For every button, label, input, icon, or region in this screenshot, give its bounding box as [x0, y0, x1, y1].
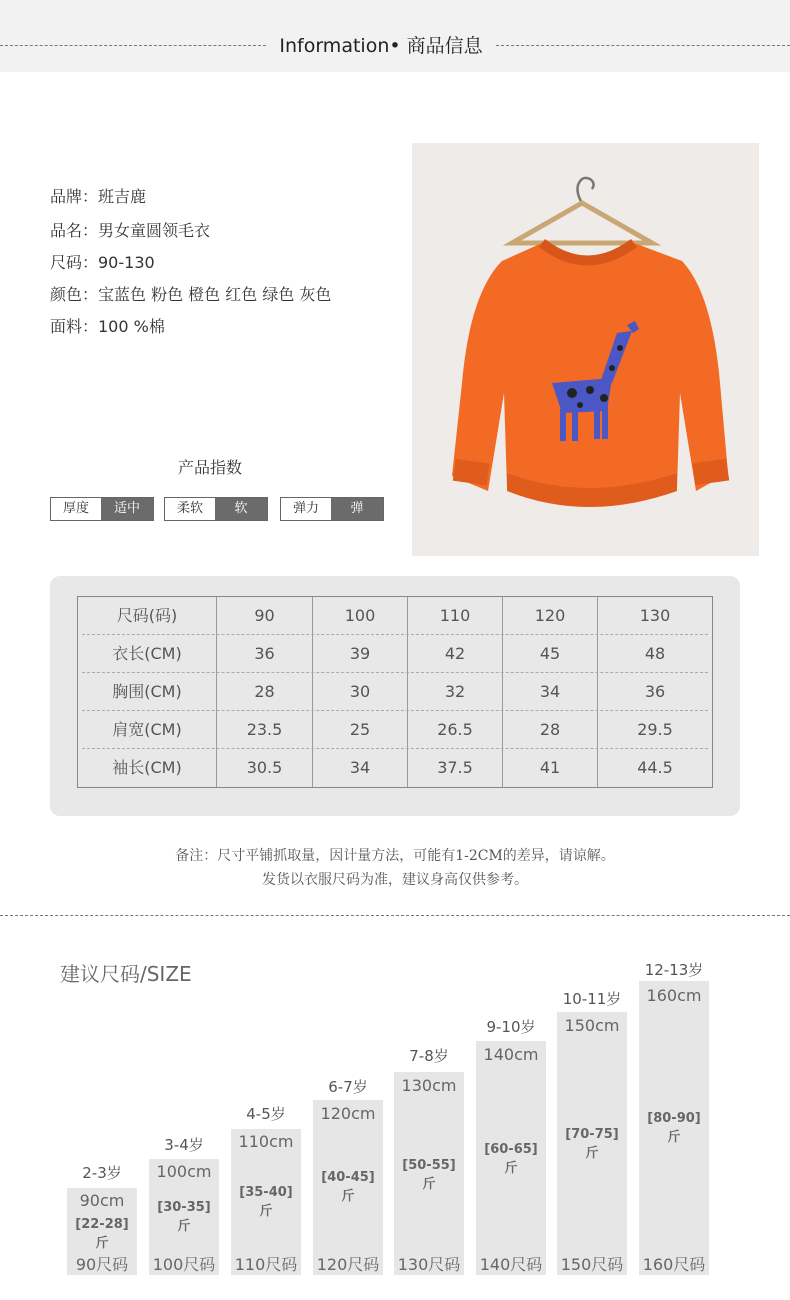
size-age: 10-11岁 [562, 990, 622, 1008]
weight-unit: 斤 [259, 1204, 273, 1219]
size-height: 150cm [564, 1016, 620, 1035]
table-cell: 34 [502, 673, 597, 711]
table-cell: 36 [597, 673, 712, 711]
info-size-range: 尺码：90-130 [50, 253, 155, 272]
size-weight [394, 1156, 464, 1194]
index-softness [164, 497, 268, 521]
weight-range: [60-65] [484, 1142, 538, 1157]
size-label: 140尺码 [479, 1255, 543, 1274]
table-cell: 110 [407, 597, 502, 635]
weight-range: [40-45] [321, 1170, 375, 1185]
size-label: 110尺码 [234, 1255, 298, 1274]
table-cell: 30 [312, 673, 407, 711]
header-rule-right [496, 45, 790, 46]
weight-range: [70-75] [565, 1127, 619, 1142]
table-cell: 34 [312, 749, 407, 787]
index-label: 弹力 [281, 498, 331, 520]
table-cell: 尺码(码) [116, 606, 178, 625]
weight-unit: 斤 [422, 1177, 436, 1192]
size-age: 2-3岁 [82, 1164, 122, 1182]
table-cell: 28 [216, 673, 312, 711]
size-age: 7-8岁 [409, 1047, 449, 1065]
table-row [78, 635, 712, 673]
info-product-name: 品名：男女童圆领毛衣 [50, 221, 211, 240]
size-weight [231, 1183, 301, 1221]
weight-unit: 斤 [667, 1130, 681, 1145]
index-elasticity [280, 497, 384, 521]
table-cell: 28 [502, 711, 597, 749]
weight-range: [50-55] [402, 1158, 456, 1173]
weight-unit: 斤 [585, 1146, 599, 1161]
index-thickness [50, 497, 154, 521]
size-weight [639, 1109, 709, 1147]
table-cell: 30.5 [216, 749, 312, 787]
weight-unit: 斤 [341, 1189, 355, 1204]
note-line-2: 发货以衣服尺码为准，建议身高仅供参考。 [262, 872, 528, 888]
table-cell: 37.5 [407, 749, 502, 787]
table-row [78, 749, 712, 787]
table-row [78, 597, 712, 635]
size-height: 110cm [238, 1132, 294, 1151]
product-index-title: 产品指数 [178, 458, 243, 477]
table-cell: 90 [216, 597, 312, 635]
table-cell: 29.5 [597, 711, 712, 749]
info-colors: 颜色：宝蓝色 粉色 橙色 红色 绿色 灰色 [50, 285, 332, 304]
size-weight [149, 1198, 219, 1236]
size-label: 100尺码 [152, 1255, 216, 1274]
size-weight [476, 1140, 546, 1178]
section-divider [0, 915, 790, 916]
weight-range: [30-35] [157, 1200, 211, 1215]
table-cell: 120 [502, 597, 597, 635]
size-label: 150尺码 [560, 1255, 624, 1274]
table-cell: 41 [502, 749, 597, 787]
size-weight [67, 1215, 137, 1253]
size-label: 130尺码 [397, 1255, 461, 1274]
table-cell: 45 [502, 635, 597, 673]
size-age: 4-5岁 [246, 1105, 286, 1123]
size-height: 160cm [646, 986, 702, 1005]
weight-range: [22-28] [75, 1217, 129, 1232]
info-brand: 品牌：班吉鹿 [50, 187, 147, 206]
info-fabric: 面料：100 %棉 [50, 317, 165, 336]
size-label: 90尺码 [75, 1255, 129, 1274]
index-label: 柔软 [165, 498, 215, 520]
size-height: 90cm [79, 1191, 125, 1210]
size-weight [313, 1168, 383, 1206]
table-cell: 44.5 [597, 749, 712, 787]
size-height: 100cm [156, 1162, 212, 1181]
table-cell: 肩宽(CM) [112, 720, 182, 739]
table-cell: 130 [597, 597, 712, 635]
section-header [0, 0, 790, 72]
table-cell: 32 [407, 673, 502, 711]
size-height: 140cm [483, 1045, 539, 1064]
table-cell: 衣长(CM) [112, 644, 182, 663]
table-cell: 100 [312, 597, 407, 635]
weight-range: [35-40] [239, 1185, 293, 1200]
weight-unit: 斤 [177, 1219, 191, 1234]
index-label: 厚度 [51, 498, 101, 520]
table-cell: 25 [312, 711, 407, 749]
size-table-panel [50, 576, 740, 816]
table-cell: 36 [216, 635, 312, 673]
table-cell: 胸围(CM) [112, 682, 182, 701]
size-weight [557, 1125, 627, 1163]
table-cell: 26.5 [407, 711, 502, 749]
table-cell: 袖长(CM) [112, 758, 182, 777]
size-label: 120尺码 [316, 1255, 380, 1274]
product-image [412, 143, 759, 556]
size-age: 12-13岁 [644, 961, 704, 979]
header-rule-left [0, 45, 266, 46]
weight-unit: 斤 [504, 1161, 518, 1176]
table-cell: 23.5 [216, 711, 312, 749]
index-value: 弹 [331, 498, 383, 520]
size-chart-title: 建议尺码/SIZE [60, 962, 192, 986]
section-title: Information• 商品信息 [279, 35, 483, 57]
size-height: 130cm [401, 1076, 457, 1095]
size-height: 120cm [320, 1104, 376, 1123]
table-row [78, 711, 712, 749]
size-age: 9-10岁 [486, 1018, 536, 1036]
weight-range: [80-90] [647, 1111, 701, 1126]
sweater-illustration [412, 143, 759, 556]
size-age: 6-7岁 [328, 1078, 368, 1096]
table-cell: 42 [407, 635, 502, 673]
size-age: 3-4岁 [164, 1136, 204, 1154]
index-value: 软 [215, 498, 267, 520]
note-line-1: 备注：尺寸平铺抓取量，因计量方法，可能有1-2CM的差异，请谅解。 [175, 848, 615, 864]
table-row [78, 673, 712, 711]
weight-unit: 斤 [95, 1236, 109, 1251]
size-table [77, 596, 713, 788]
size-label: 160尺码 [642, 1255, 706, 1274]
index-value: 适中 [101, 498, 153, 520]
table-cell: 39 [312, 635, 407, 673]
table-cell: 48 [597, 635, 712, 673]
